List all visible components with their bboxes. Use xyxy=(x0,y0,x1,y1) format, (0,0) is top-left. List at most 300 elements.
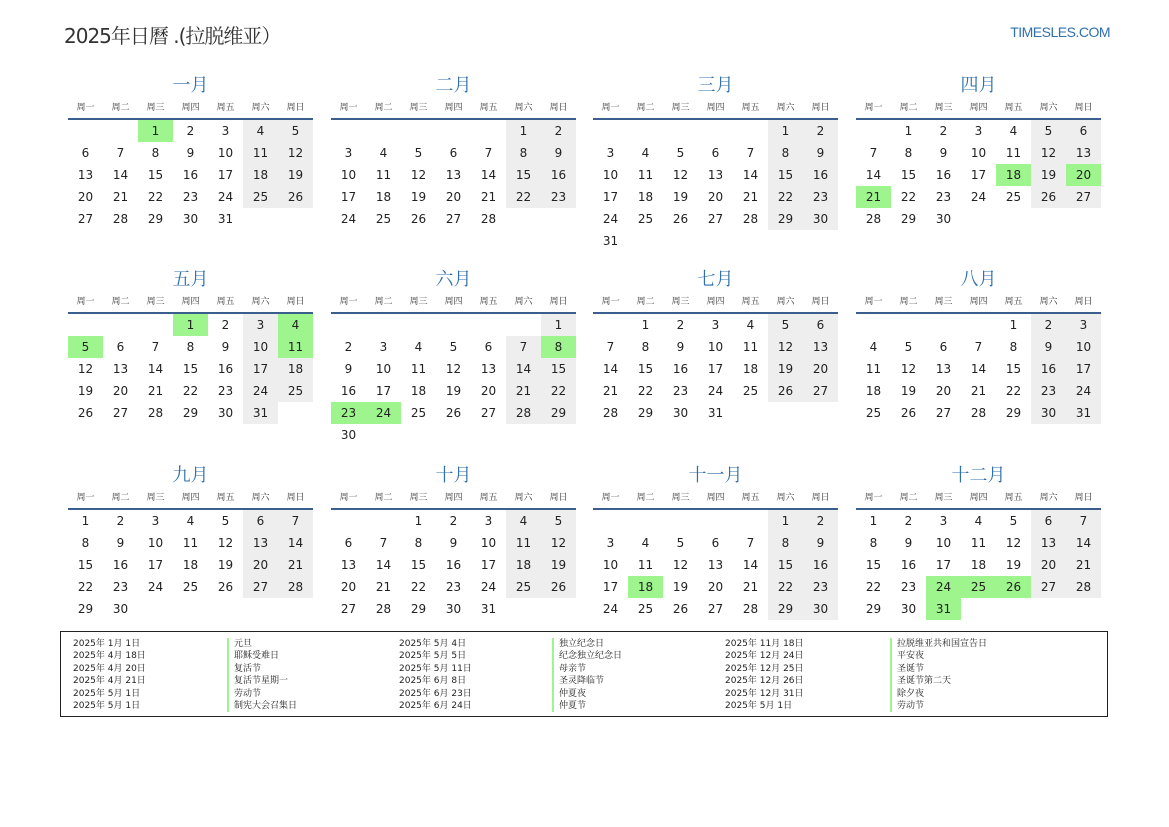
weekday-label: 周二 xyxy=(374,103,393,113)
day-cell: 10 xyxy=(243,336,278,358)
holiday-date: 2025年 6月 24日 xyxy=(399,700,472,711)
weekday-label: 周二 xyxy=(899,493,918,503)
weekday-header xyxy=(68,98,313,120)
day-cell: 30 xyxy=(445,602,462,616)
day-empty xyxy=(698,510,733,532)
weekday-label: 周日 xyxy=(811,493,830,503)
day-cell: 28 xyxy=(375,602,392,616)
weekday-label: 周一 xyxy=(339,297,358,307)
day-empty xyxy=(891,314,926,336)
day-cell: 6 xyxy=(711,536,720,550)
day-cell: 1 xyxy=(414,514,423,528)
weekday-label: 周一 xyxy=(864,103,883,113)
month-title: 九月 xyxy=(172,465,209,486)
day-cell: 16 xyxy=(112,558,129,572)
weekday-label: 周六 xyxy=(1039,297,1058,307)
day-cell: 10 xyxy=(707,340,724,354)
weekday-label: 周二 xyxy=(636,103,655,113)
day-grid xyxy=(331,120,576,230)
holiday-date: 2025年 5月 1日 xyxy=(725,700,793,711)
day-empty xyxy=(103,314,138,336)
day-cell: 29 xyxy=(147,212,164,226)
day-cell: 20 xyxy=(340,580,357,594)
day-cell: 12 xyxy=(77,362,94,376)
holiday-name: 圣诞节 xyxy=(890,663,987,675)
day-cell: 24 xyxy=(707,384,724,398)
day-cell: 1 xyxy=(768,120,803,142)
day-cell: 4 xyxy=(641,146,650,160)
day-cell: 2 xyxy=(1031,314,1066,336)
day-cell: 9 xyxy=(541,142,576,164)
month-7 xyxy=(593,268,838,424)
weekday-label: 周六 xyxy=(251,493,270,503)
day-cell: 9 xyxy=(1031,336,1066,358)
day-cell: 30 xyxy=(672,406,689,420)
day-cell: 29 xyxy=(637,406,654,420)
day-cell: 25 xyxy=(243,186,278,208)
day-cell: 9 xyxy=(939,146,948,160)
holiday-list xyxy=(60,631,1108,717)
day-cell: 28 xyxy=(1066,576,1101,598)
day-cell: 14 xyxy=(1066,532,1101,554)
holiday-name: 仲夏夜 xyxy=(552,688,622,700)
day-cell: 9 xyxy=(904,536,913,550)
day-cell: 19 xyxy=(410,190,427,204)
day-cell: 2 xyxy=(221,318,230,332)
weekday-label: 周六 xyxy=(251,103,270,113)
weekday-label: 周三 xyxy=(671,493,690,503)
day-cell: 7 xyxy=(974,340,983,354)
day-cell: 5 xyxy=(768,314,803,336)
day-empty xyxy=(138,314,173,336)
holiday-name: 复活节 xyxy=(227,663,297,675)
day-cell: 27 xyxy=(1066,186,1101,208)
day-cell: 30 xyxy=(182,212,199,226)
day-cell: 9 xyxy=(116,536,125,550)
day-cell: 12 xyxy=(541,532,576,554)
weekday-label: 周六 xyxy=(514,493,533,503)
day-cell: 30 xyxy=(217,406,234,420)
weekday-header xyxy=(593,488,838,510)
day-cell: 21 xyxy=(970,384,987,398)
day-cell: 21 xyxy=(278,554,313,576)
day-cell: 15 xyxy=(77,558,94,572)
month-title: 十一月 xyxy=(688,465,743,486)
day-grid xyxy=(68,510,313,620)
day-cell: 29 xyxy=(77,602,94,616)
weekday-label: 周五 xyxy=(741,103,760,113)
day-cell: 23 xyxy=(1031,380,1066,402)
day-grid xyxy=(593,314,838,424)
day-cell: 26 xyxy=(77,406,94,420)
day-cell: 5 xyxy=(414,146,423,160)
day-cell: 23 xyxy=(900,580,917,594)
day-cell: 13 xyxy=(707,168,724,182)
day-cell-holiday: 21 xyxy=(856,186,891,208)
weekday-label: 周日 xyxy=(549,297,568,307)
holiday-name: 圣诞节第二天 xyxy=(890,675,987,687)
weekday-label: 周四 xyxy=(444,297,463,307)
day-cell: 4 xyxy=(869,340,878,354)
day-cell: 16 xyxy=(900,558,917,572)
day-cell: 5 xyxy=(1009,514,1018,528)
day-cell: 29 xyxy=(900,212,917,226)
day-cell: 9 xyxy=(344,362,353,376)
day-grid xyxy=(331,510,576,620)
day-cell: 20 xyxy=(1031,554,1066,576)
day-cell: 27 xyxy=(243,576,278,598)
day-cell: 1 xyxy=(641,318,650,332)
day-cell: 15 xyxy=(410,558,427,572)
day-cell: 27 xyxy=(77,212,94,226)
day-cell: 29 xyxy=(182,406,199,420)
day-cell: 29 xyxy=(865,602,882,616)
weekday-label: 周二 xyxy=(899,297,918,307)
day-cell: 11 xyxy=(637,558,654,572)
day-cell-holiday: 1 xyxy=(138,120,173,142)
day-cell: 27 xyxy=(707,602,724,616)
day-cell: 21 xyxy=(742,580,759,594)
weekday-label: 周四 xyxy=(444,493,463,503)
weekday-label: 周四 xyxy=(181,493,200,503)
holiday-date: 2025年 5月 1日 xyxy=(73,688,141,699)
day-cell: 23 xyxy=(112,580,129,594)
day-cell: 26 xyxy=(278,186,313,208)
day-cell: 11 xyxy=(970,536,987,550)
day-cell: 24 xyxy=(602,602,619,616)
holiday-name: 制宪大会召集日 xyxy=(227,700,297,712)
weekday-label: 周五 xyxy=(216,297,235,307)
weekday-label: 周六 xyxy=(1039,103,1058,113)
day-cell: 15 xyxy=(768,554,803,576)
weekday-label: 周二 xyxy=(899,103,918,113)
holiday-dates-col-2 xyxy=(399,638,472,712)
day-cell: 21 xyxy=(147,384,164,398)
holiday-date: 2025年 5月 11日 xyxy=(399,663,472,674)
day-cell: 8 xyxy=(904,146,913,160)
day-empty xyxy=(68,314,103,336)
day-empty xyxy=(663,120,698,142)
day-cell: 10 xyxy=(1066,336,1101,358)
day-cell: 14 xyxy=(970,362,987,376)
day-cell-holiday: 26 xyxy=(996,576,1031,598)
day-cell: 2 xyxy=(676,318,685,332)
weekday-label: 周六 xyxy=(514,103,533,113)
day-cell: 26 xyxy=(410,212,427,226)
day-cell: 27 xyxy=(1031,576,1066,598)
day-cell: 14 xyxy=(480,168,497,182)
holiday-date: 2025年 1月 1日 xyxy=(73,639,141,649)
day-cell: 17 xyxy=(147,558,164,572)
day-cell: 2 xyxy=(939,124,948,138)
day-cell-holiday: 5 xyxy=(68,336,103,358)
day-cell: 3 xyxy=(221,124,230,138)
holiday-name: 平安夜 xyxy=(890,650,987,662)
weekday-label: 周三 xyxy=(146,493,165,503)
day-cell: 10 xyxy=(217,146,234,160)
day-cell: 7 xyxy=(116,146,125,160)
day-cell: 22 xyxy=(410,580,427,594)
day-cell: 23 xyxy=(803,186,838,208)
day-cell: 21 xyxy=(480,190,497,204)
day-cell: 27 xyxy=(112,406,129,420)
day-cell-holiday: 31 xyxy=(926,598,961,620)
weekday-label: 周五 xyxy=(1004,297,1023,307)
day-empty xyxy=(103,120,138,142)
day-cell: 22 xyxy=(1005,384,1022,398)
day-cell: 23 xyxy=(445,580,462,594)
day-cell: 6 xyxy=(484,340,493,354)
site-brand-link[interactable]: TIMESLES.COM xyxy=(1010,24,1110,40)
day-cell: 18 xyxy=(182,558,199,572)
holiday-date: 2025年 5月 1日 xyxy=(73,700,141,711)
day-cell: 14 xyxy=(602,362,619,376)
day-cell: 9 xyxy=(803,142,838,164)
day-cell: 16 xyxy=(803,164,838,186)
day-cell: 22 xyxy=(147,190,164,204)
day-cell: 15 xyxy=(768,164,803,186)
day-cell: 21 xyxy=(742,190,759,204)
day-grid xyxy=(68,120,313,230)
day-empty xyxy=(436,120,471,142)
day-cell: 8 xyxy=(641,340,650,354)
day-cell: 24 xyxy=(217,190,234,204)
day-cell: 20 xyxy=(935,384,952,398)
month-9 xyxy=(68,464,313,620)
day-cell: 31 xyxy=(602,234,619,248)
weekday-label: 周五 xyxy=(216,493,235,503)
day-cell: 1 xyxy=(768,510,803,532)
day-cell: 28 xyxy=(112,212,129,226)
day-cell: 6 xyxy=(449,146,458,160)
weekday-header xyxy=(856,98,1101,120)
day-cell-holiday: 18 xyxy=(996,164,1031,186)
day-cell: 5 xyxy=(221,514,230,528)
day-grid xyxy=(856,510,1101,620)
day-cell: 22 xyxy=(182,384,199,398)
day-cell: 3 xyxy=(606,146,615,160)
month-title: 十月 xyxy=(435,465,472,486)
day-cell: 8 xyxy=(81,536,90,550)
day-empty xyxy=(663,510,698,532)
day-cell: 17 xyxy=(243,358,278,380)
month-3 xyxy=(593,74,838,252)
weekday-label: 周六 xyxy=(776,493,795,503)
day-cell: 5 xyxy=(904,340,913,354)
day-cell: 8 xyxy=(151,146,160,160)
day-cell: 14 xyxy=(742,168,759,182)
day-cell: 2 xyxy=(803,120,838,142)
day-grid xyxy=(856,314,1101,424)
day-empty xyxy=(401,120,436,142)
day-cell: 13 xyxy=(803,336,838,358)
holiday-date: 2025年 4月 20日 xyxy=(73,663,146,674)
day-cell: 28 xyxy=(480,212,497,226)
weekday-label: 周日 xyxy=(286,297,305,307)
weekday-label: 周五 xyxy=(1004,103,1023,113)
day-cell: 2 xyxy=(449,514,458,528)
day-cell: 23 xyxy=(182,190,199,204)
day-cell: 13 xyxy=(935,362,952,376)
day-cell: 29 xyxy=(1005,406,1022,420)
day-empty xyxy=(366,510,401,532)
day-cell: 21 xyxy=(112,190,129,204)
day-cell: 17 xyxy=(375,384,392,398)
day-cell: 15 xyxy=(506,164,541,186)
day-cell: 14 xyxy=(375,558,392,572)
day-cell: 9 xyxy=(221,340,230,354)
day-cell: 19 xyxy=(77,384,94,398)
day-cell: 30 xyxy=(803,208,838,230)
day-cell: 4 xyxy=(1009,124,1018,138)
weekday-label: 周三 xyxy=(409,103,428,113)
day-cell: 8 xyxy=(506,142,541,164)
holiday-names-col-1 xyxy=(227,638,297,712)
day-cell: 12 xyxy=(672,558,689,572)
day-cell: 13 xyxy=(480,362,497,376)
day-cell: 12 xyxy=(672,168,689,182)
holiday-name: 圣灵降临节 xyxy=(552,675,622,687)
day-cell: 17 xyxy=(602,580,619,594)
day-cell: 26 xyxy=(672,602,689,616)
day-cell: 12 xyxy=(1005,536,1022,550)
day-cell: 4 xyxy=(641,536,650,550)
day-cell: 28 xyxy=(865,212,882,226)
day-cell: 25 xyxy=(182,580,199,594)
weekday-label: 周六 xyxy=(776,297,795,307)
day-cell: 26 xyxy=(1031,186,1066,208)
weekday-label: 周二 xyxy=(374,297,393,307)
weekday-label: 周三 xyxy=(934,103,953,113)
weekday-label: 周四 xyxy=(181,103,200,113)
weekday-label: 周六 xyxy=(514,297,533,307)
day-empty xyxy=(68,120,103,142)
day-cell: 22 xyxy=(900,190,917,204)
day-grid xyxy=(856,120,1101,230)
day-empty xyxy=(593,120,628,142)
day-cell: 24 xyxy=(1066,380,1101,402)
holiday-name: 劳动节 xyxy=(890,700,987,712)
day-cell: 24 xyxy=(602,212,619,226)
day-cell: 17 xyxy=(217,168,234,182)
day-cell: 23 xyxy=(935,190,952,204)
weekday-label: 周三 xyxy=(146,297,165,307)
holiday-date: 2025年 4月 18日 xyxy=(73,651,146,662)
day-empty xyxy=(698,120,733,142)
day-cell: 29 xyxy=(410,602,427,616)
weekday-label: 周三 xyxy=(409,493,428,503)
day-cell: 20 xyxy=(243,554,278,576)
day-cell: 28 xyxy=(147,406,164,420)
day-cell: 17 xyxy=(602,190,619,204)
day-cell-holiday: 24 xyxy=(366,402,401,424)
weekday-label: 周四 xyxy=(706,297,725,307)
day-cell: 31 xyxy=(243,402,278,424)
holiday-name: 劳动节 xyxy=(227,688,297,700)
day-cell: 2 xyxy=(541,120,576,142)
weekday-label: 周五 xyxy=(479,493,498,503)
day-cell: 12 xyxy=(1031,142,1066,164)
weekday-label: 周二 xyxy=(636,493,655,503)
weekday-label: 周三 xyxy=(409,297,428,307)
holiday-date: 2025年 5月 4日 xyxy=(399,639,467,649)
day-cell: 10 xyxy=(935,536,952,550)
day-cell: 17 xyxy=(340,190,357,204)
day-cell: 28 xyxy=(506,402,541,424)
weekday-label: 周日 xyxy=(811,103,830,113)
weekday-label: 周日 xyxy=(549,103,568,113)
day-cell: 12 xyxy=(278,142,313,164)
holiday-name: 仲夏节 xyxy=(552,700,622,712)
day-empty xyxy=(628,510,663,532)
day-cell: 11 xyxy=(865,362,882,376)
day-cell: 30 xyxy=(935,212,952,226)
day-empty xyxy=(506,314,541,336)
day-cell: 12 xyxy=(445,362,462,376)
day-cell: 6 xyxy=(711,146,720,160)
day-empty xyxy=(471,120,506,142)
weekday-label: 周四 xyxy=(969,297,988,307)
day-cell: 16 xyxy=(217,362,234,376)
day-cell: 6 xyxy=(243,510,278,532)
day-cell: 25 xyxy=(865,406,882,420)
day-cell: 17 xyxy=(935,558,952,572)
weekday-label: 周一 xyxy=(339,493,358,503)
day-cell: 23 xyxy=(672,384,689,398)
weekday-label: 周三 xyxy=(146,103,165,113)
day-cell: 13 xyxy=(77,168,94,182)
weekday-label: 周一 xyxy=(601,103,620,113)
day-cell: 22 xyxy=(506,186,541,208)
day-cell: 27 xyxy=(935,406,952,420)
day-cell: 16 xyxy=(672,362,689,376)
day-cell: 22 xyxy=(865,580,882,594)
day-cell: 14 xyxy=(147,362,164,376)
day-cell: 15 xyxy=(865,558,882,572)
day-cell: 27 xyxy=(707,212,724,226)
holiday-date: 2025年 12月 25日 xyxy=(725,663,804,674)
weekday-label: 周一 xyxy=(76,297,95,307)
day-cell: 7 xyxy=(746,146,755,160)
day-cell: 21 xyxy=(602,384,619,398)
weekday-label: 周五 xyxy=(741,297,760,307)
day-cell: 31 xyxy=(707,406,724,420)
day-grid xyxy=(68,314,313,424)
month-title: 一月 xyxy=(172,75,209,96)
day-cell: 11 xyxy=(182,536,199,550)
day-cell: 29 xyxy=(541,402,576,424)
weekday-header xyxy=(593,292,838,314)
day-cell: 17 xyxy=(480,558,497,572)
day-cell: 1 xyxy=(506,120,541,142)
weekday-header xyxy=(593,98,838,120)
day-cell: 4 xyxy=(379,146,388,160)
day-cell: 3 xyxy=(484,514,493,528)
day-cell: 28 xyxy=(278,576,313,598)
day-grid xyxy=(593,510,838,620)
weekday-label: 周一 xyxy=(76,103,95,113)
day-cell: 12 xyxy=(900,362,917,376)
weekday-label: 周一 xyxy=(601,493,620,503)
day-cell: 21 xyxy=(506,380,541,402)
day-cell: 24 xyxy=(243,380,278,402)
day-cell: 11 xyxy=(410,362,427,376)
day-cell: 7 xyxy=(506,336,541,358)
weekday-label: 周日 xyxy=(1074,103,1093,113)
day-cell: 7 xyxy=(278,510,313,532)
day-cell: 13 xyxy=(112,362,129,376)
day-cell: 1 xyxy=(904,124,913,138)
